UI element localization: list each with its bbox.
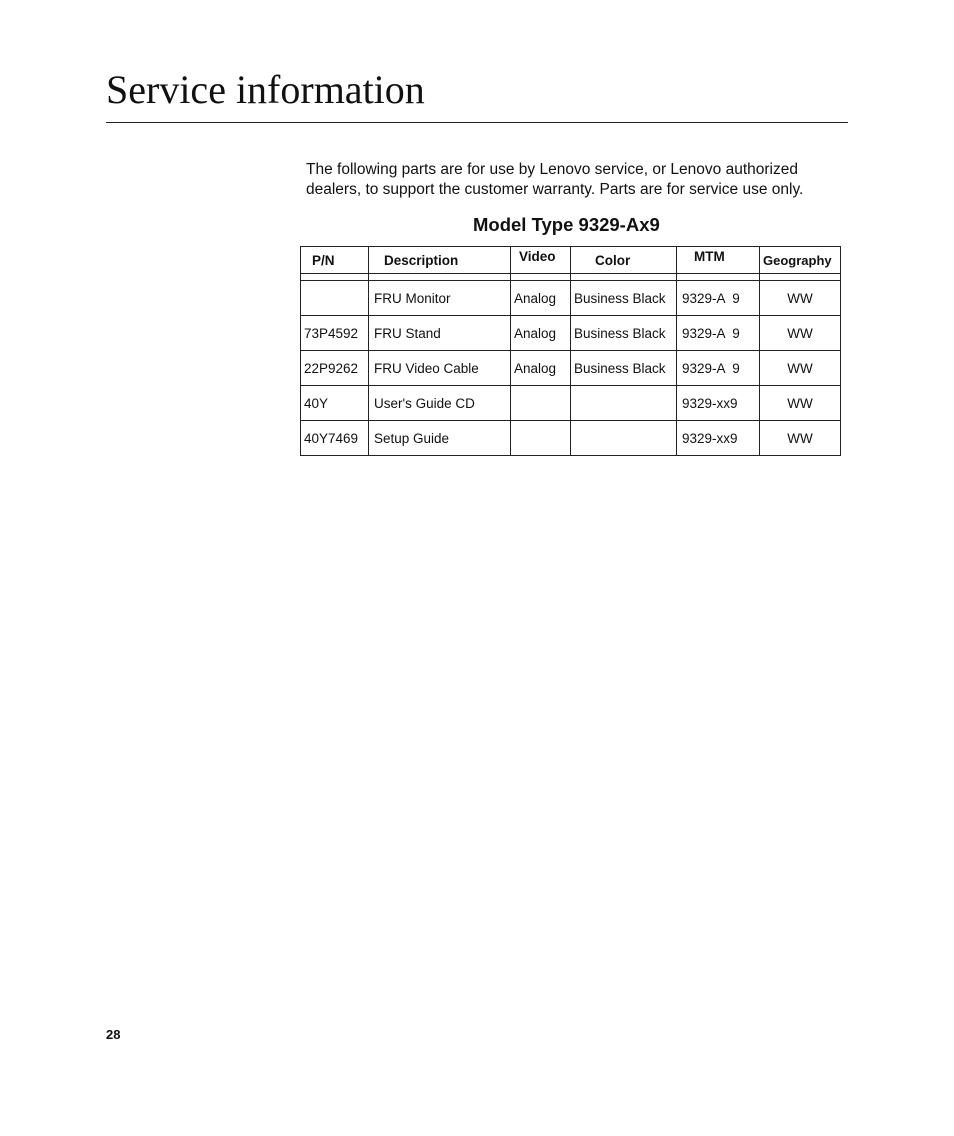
intro-line-1: The following parts are for use by Lenovo service, or Lenovo authorized bbox=[306, 161, 798, 178]
cell-video: Analog bbox=[511, 316, 571, 351]
model-type-heading: Model Type 9329-Ax9 bbox=[473, 214, 660, 235]
cell-video bbox=[511, 386, 571, 421]
cell-color bbox=[571, 386, 677, 421]
cell-pn: 40Y7469 bbox=[301, 421, 369, 456]
header-description: Description bbox=[369, 247, 511, 274]
page-number: 28 bbox=[106, 1027, 121, 1042]
cell-pn bbox=[301, 281, 369, 316]
cell-description: FRU Video Cable bbox=[369, 351, 511, 386]
cell-description: User's Guide CD bbox=[369, 386, 511, 421]
cell-pn: 73P4592 bbox=[301, 316, 369, 351]
cell-description: FRU Stand bbox=[369, 316, 511, 351]
parts-table bbox=[300, 246, 841, 456]
cell-geography: WW bbox=[760, 316, 841, 351]
cell-mtm: 9329-A 9 bbox=[677, 281, 760, 316]
cell-video bbox=[511, 421, 571, 456]
header-pn: P/N bbox=[301, 247, 369, 274]
cell-video: Analog bbox=[511, 351, 571, 386]
cell-mtm: 9329-A 9 bbox=[677, 351, 760, 386]
cell-geography: WW bbox=[760, 421, 841, 456]
cell-description: FRU Monitor bbox=[369, 281, 511, 316]
cell-geography: WW bbox=[760, 281, 841, 316]
cell-pn: 40Y bbox=[301, 386, 369, 421]
header-geography: Geography bbox=[760, 247, 841, 274]
cell-color: Business Black bbox=[571, 316, 677, 351]
table-header-row bbox=[301, 247, 841, 274]
header-color: Color bbox=[571, 247, 677, 274]
page-title: Service information bbox=[106, 67, 425, 112]
cell-video: Analog bbox=[511, 281, 571, 316]
table-row bbox=[301, 281, 841, 316]
table-row bbox=[301, 421, 841, 456]
cell-color: Business Black bbox=[571, 351, 677, 386]
header-mtm: MTM bbox=[677, 247, 760, 274]
table-row bbox=[301, 351, 841, 386]
cell-color: Business Black bbox=[571, 281, 677, 316]
title-divider bbox=[106, 122, 848, 123]
cell-mtm: 9329-xx9 bbox=[677, 386, 760, 421]
cell-description: Setup Guide bbox=[369, 421, 511, 456]
table-header-spacer bbox=[301, 274, 841, 281]
cell-geography: WW bbox=[760, 386, 841, 421]
cell-mtm: 9329-A 9 bbox=[677, 316, 760, 351]
cell-mtm: 9329-xx9 bbox=[677, 421, 760, 456]
cell-pn: 22P9262 bbox=[301, 351, 369, 386]
cell-color bbox=[571, 421, 677, 456]
intro-paragraph bbox=[306, 160, 846, 200]
table-row bbox=[301, 386, 841, 421]
intro-line-2: dealers, to support the customer warranty. Parts are for service use only. bbox=[306, 181, 804, 198]
cell-geography: WW bbox=[760, 351, 841, 386]
header-video: Video bbox=[511, 247, 571, 274]
table-row bbox=[301, 316, 841, 351]
